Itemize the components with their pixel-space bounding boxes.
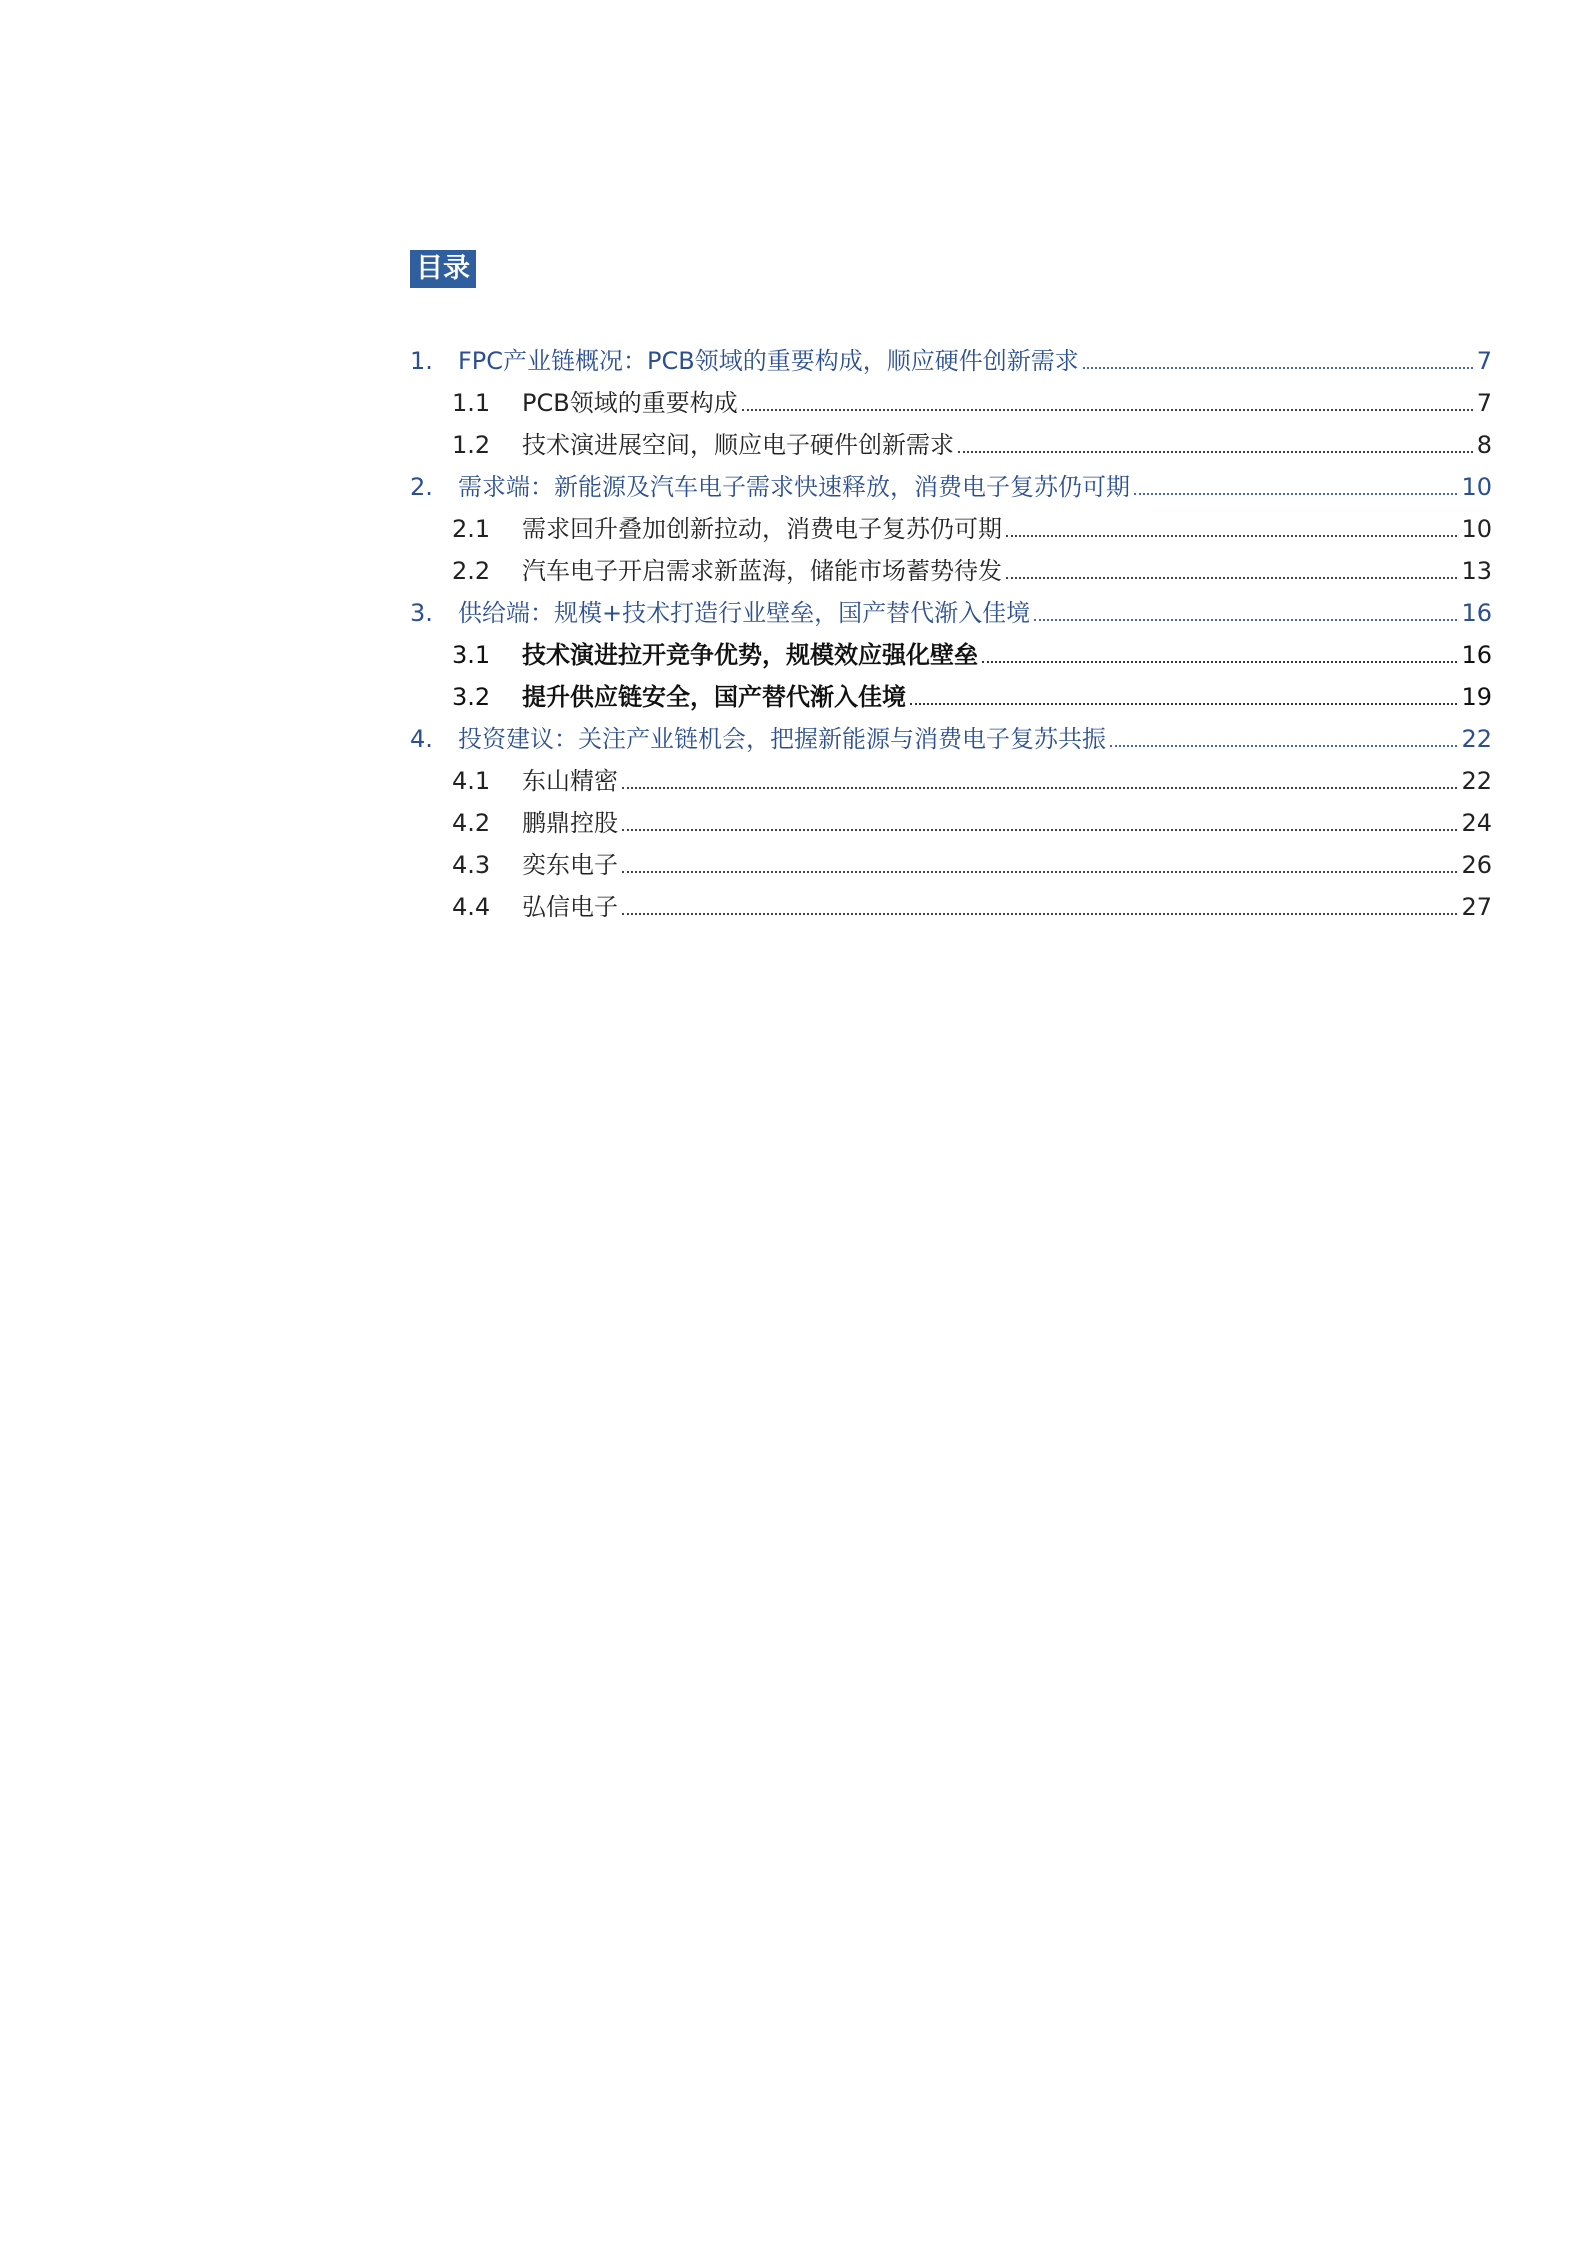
toc-entry-title: 鹏鼎控股 bbox=[522, 809, 618, 837]
toc-leader-dots bbox=[1134, 493, 1457, 495]
toc-leader-dots bbox=[1110, 745, 1457, 747]
toc-leader-dots bbox=[622, 913, 1457, 915]
toc-entry-page: 22 bbox=[1461, 767, 1492, 795]
toc-entry-3-2[interactable] bbox=[410, 670, 1492, 712]
toc-entry-page: 26 bbox=[1461, 851, 1492, 879]
toc-entry-page: 27 bbox=[1461, 893, 1492, 921]
toc-entry-number: 2.1 bbox=[452, 515, 491, 543]
toc-entry-number: 1.1 bbox=[452, 389, 491, 417]
toc-entry-title: 汽车电子开启需求新蓝海，储能市场蓄势待发 bbox=[522, 557, 1002, 585]
toc-entry-number: 2.2 bbox=[452, 557, 491, 585]
toc-entry-number: 3.1 bbox=[452, 641, 491, 669]
toc-leader-dots bbox=[622, 787, 1457, 789]
toc-entry-page: 10 bbox=[1461, 473, 1492, 501]
toc-entry-number: 2. bbox=[410, 473, 433, 501]
toc-leader-dots bbox=[982, 661, 1457, 663]
toc-entry-number: 4.4 bbox=[452, 893, 491, 921]
toc-entry-number: 3. bbox=[410, 599, 433, 627]
toc-entry-title: PCB领域的重要构成 bbox=[522, 389, 738, 417]
toc-entry-number: 4. bbox=[410, 725, 433, 753]
toc-entry-title: 需求回升叠加创新拉动，消费电子复苏仍可期 bbox=[522, 515, 1002, 543]
toc-entry-number: 3.2 bbox=[452, 683, 491, 711]
toc-entry-page: 7 bbox=[1476, 347, 1492, 375]
toc-leader-dots bbox=[910, 703, 1457, 705]
toc-entry-title: 技术演进展空间，顺应电子硬件创新需求 bbox=[522, 431, 954, 459]
toc-entry-page: 22 bbox=[1461, 725, 1492, 753]
toc-entry-number: 4.3 bbox=[452, 851, 491, 879]
toc-leader-dots bbox=[622, 871, 1457, 873]
toc-entry-number: 1. bbox=[410, 347, 433, 375]
table-of-contents bbox=[410, 334, 1492, 922]
toc-entry-page: 10 bbox=[1461, 515, 1492, 543]
toc-entry-title: 需求端：新能源及汽车电子需求快速释放，消费电子复苏仍可期 bbox=[458, 473, 1130, 501]
toc-leader-dots bbox=[958, 451, 1473, 453]
toc-entry-number: 4.2 bbox=[452, 809, 491, 837]
toc-entry-page: 7 bbox=[1476, 389, 1492, 417]
toc-entry-1[interactable] bbox=[410, 334, 1492, 376]
toc-leader-dots bbox=[1006, 577, 1457, 579]
toc-entry-page: 8 bbox=[1476, 431, 1492, 459]
toc-entry-number: 4.1 bbox=[452, 767, 491, 795]
toc-entry-3[interactable] bbox=[410, 586, 1492, 628]
toc-leader-dots bbox=[622, 829, 1457, 831]
toc-entry-title: 供给端：规模+技术打造行业壁垒，国产替代渐入佳境 bbox=[458, 599, 1031, 627]
toc-entry-title: 技术演进拉开竞争优势，规模效应强化壁垒 bbox=[522, 641, 978, 669]
toc-entry-3-1[interactable] bbox=[410, 628, 1492, 670]
toc-entry-page: 19 bbox=[1461, 683, 1492, 711]
toc-leader-dots bbox=[1006, 535, 1457, 537]
toc-leader-dots bbox=[742, 409, 1473, 411]
toc-entry-page: 16 bbox=[1461, 599, 1492, 627]
toc-entry-4-3[interactable] bbox=[410, 838, 1492, 880]
toc-entry-number: 1.2 bbox=[452, 431, 491, 459]
toc-entry-title: 奕东电子 bbox=[522, 851, 618, 879]
toc-entry-title: 东山精密 bbox=[522, 767, 618, 795]
toc-entry-2[interactable] bbox=[410, 460, 1492, 502]
toc-entry-page: 16 bbox=[1461, 641, 1492, 669]
toc-entry-title: 弘信电子 bbox=[522, 893, 618, 921]
toc-entry-4[interactable] bbox=[410, 712, 1492, 754]
toc-entry-page: 24 bbox=[1461, 809, 1492, 837]
toc-entry-4-4[interactable] bbox=[410, 880, 1492, 922]
toc-entry-title: FPC产业链概况：PCB领域的重要构成，顺应硬件创新需求 bbox=[458, 347, 1079, 375]
toc-entry-4-2[interactable] bbox=[410, 796, 1492, 838]
toc-leader-dots bbox=[1034, 619, 1457, 621]
toc-entry-1-2[interactable] bbox=[410, 418, 1492, 460]
toc-heading: 目录 bbox=[410, 250, 476, 288]
toc-entry-2-1[interactable] bbox=[410, 502, 1492, 544]
toc-entry-title: 提升供应链安全，国产替代渐入佳境 bbox=[522, 683, 906, 711]
toc-leader-dots bbox=[1083, 367, 1473, 369]
toc-entry-1-1[interactable] bbox=[410, 376, 1492, 418]
toc-entry-page: 13 bbox=[1461, 557, 1492, 585]
toc-entry-4-1[interactable] bbox=[410, 754, 1492, 796]
toc-entry-2-2[interactable] bbox=[410, 544, 1492, 586]
toc-entry-title: 投资建议：关注产业链机会，把握新能源与消费电子复苏共振 bbox=[458, 725, 1106, 753]
